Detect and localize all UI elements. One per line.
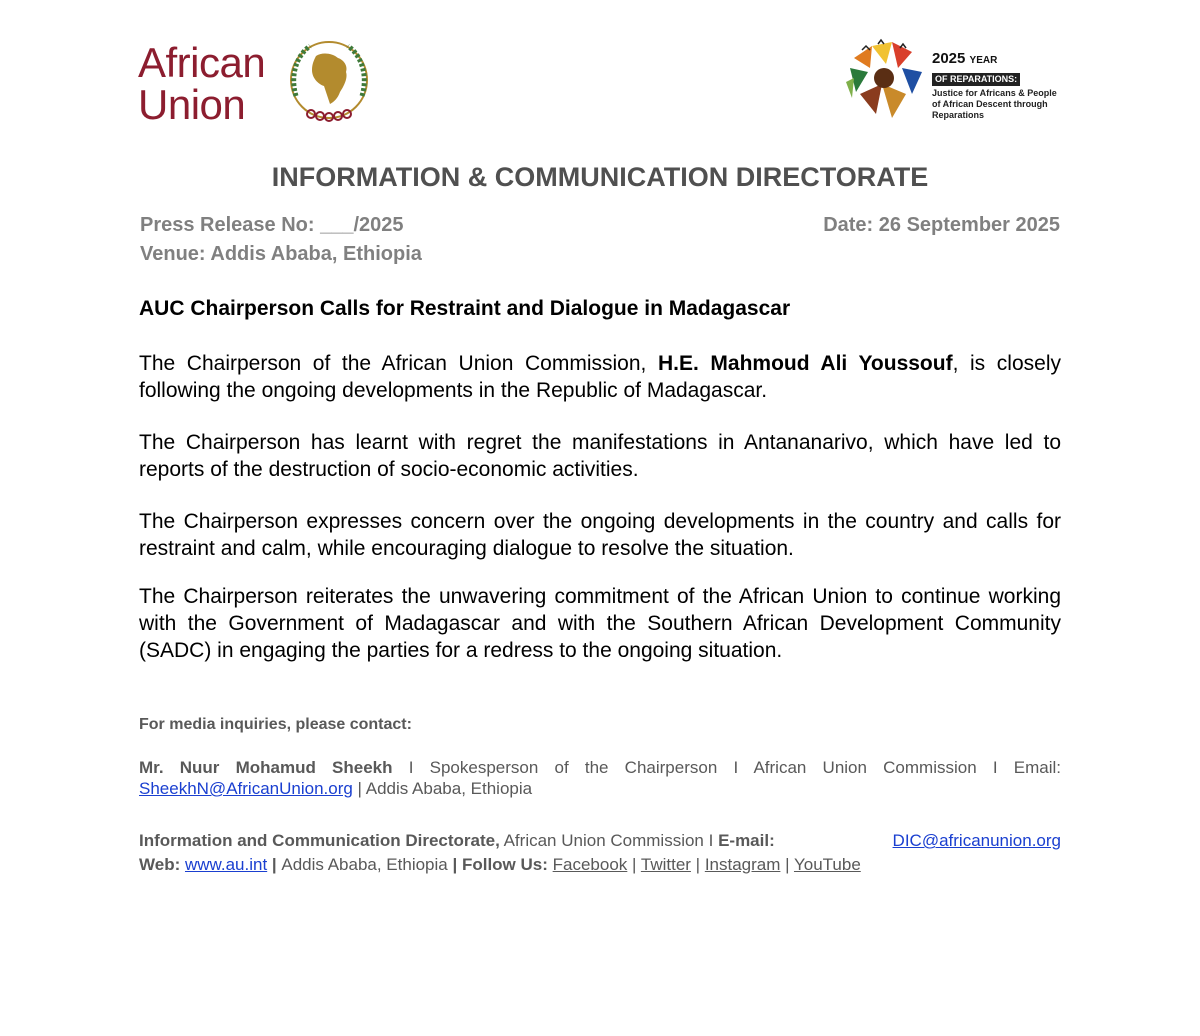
au-emblem-icon [286,36,372,132]
reparations-year: 2025 [932,50,966,67]
directorate-label: Information and Communication Directorate, [139,831,500,850]
directorate-contact-line-1 [139,830,1061,851]
spokesperson-name: Mr. Nuur Mohamud Sheekh [139,758,393,777]
spokesperson-contact [139,757,1061,799]
web-separator: | [267,855,282,874]
reparations-text [932,50,1062,121]
venue: Venue: Addis Ababa, Ethiopia [140,243,422,265]
reparations-year-suffix: YEAR [969,55,998,66]
body-paragraph-3: The Chairperson expresses concern over the ongoing developments in the country and calls for restraint and calm, while encouraging dialogue to resolve the situation. [139,510,1061,560]
instagram-link[interactable]: Instagram [704,855,781,874]
p1-intro: The Chairperson of the African Union Commission, [139,352,658,375]
directorate-org: African Union Commission I [499,831,719,850]
follow-separator: | [447,855,462,874]
body-paragraph-4: The Chairperson reiterates the unwavering commitment of the African Union to continue working with the Government of Madagascar and with the Southern African Development Community (SADC) in engaging the parties for a redress to the ongoing situation. [139,585,1061,662]
web-label: Web: [139,855,181,874]
social-separator: | [690,855,705,874]
p1-rest: , is closely following the ongoing developments in the Republic of Madagascar. [139,352,1061,402]
african-union-logo [138,36,378,132]
directorate-contact [139,830,1061,875]
media-inquiries-label: For media inquiries, please contact: [139,716,412,733]
follow-us-label: Follow Us: [461,855,548,874]
youtube-link[interactable]: YouTube [793,855,861,874]
directorate-location: Addis Ababa, Ethiopia [281,855,448,874]
facebook-link[interactable]: Facebook [552,855,628,874]
body-paragraph-2: The Chairperson has learnt with regret the manifestations in Antananarivo, which have led to reports of the destruction of socio-economic activities. [139,431,1061,481]
email-label: E-mail: [718,831,775,850]
spokesperson-location: | Addis Ababa, Ethiopia [352,779,533,798]
body-paragraph-1 [139,350,1061,404]
social-separator: | [780,855,794,874]
year-of-reparations-logo [842,38,1062,128]
reparations-subtitle: Justice for Africans & People of African Descent through Reparations [932,88,1057,120]
reparations-artwork-icon [842,38,926,124]
release-date: Date: 26 September 2025 [823,214,1060,236]
au-logo-word-african: African [138,39,266,86]
directorate-contact-line-2 [139,854,1061,875]
twitter-link[interactable]: Twitter [640,855,691,874]
website-link[interactable]: www.au.int [184,855,268,874]
spokesperson-details: I Spokesperson of the Chairperson I African Union Commission I Email: [392,758,1061,777]
press-release-number: Press Release No: ___/2025 [140,214,404,236]
au-logo-word-union: Union [138,81,246,128]
chairperson-name: H.E. Mahmoud Ali Youssouf [657,352,953,375]
reparations-band: OF REPARATIONS: [932,73,1020,86]
reparations-year-line [932,50,1062,69]
social-separator: | [627,855,641,874]
directorate-email-link[interactable]: DIC@africanunion.org [892,831,1061,850]
directorate-title: INFORMATION & COMMUNICATION DIRECTORATE [271,162,929,192]
spokesperson-email-link[interactable]: SheekhN@AfricanUnion.org [139,779,353,798]
directorate-contact-left [139,830,775,851]
headline: AUC Chairperson Calls for Restraint and Dialogue in Madagascar [139,297,791,320]
